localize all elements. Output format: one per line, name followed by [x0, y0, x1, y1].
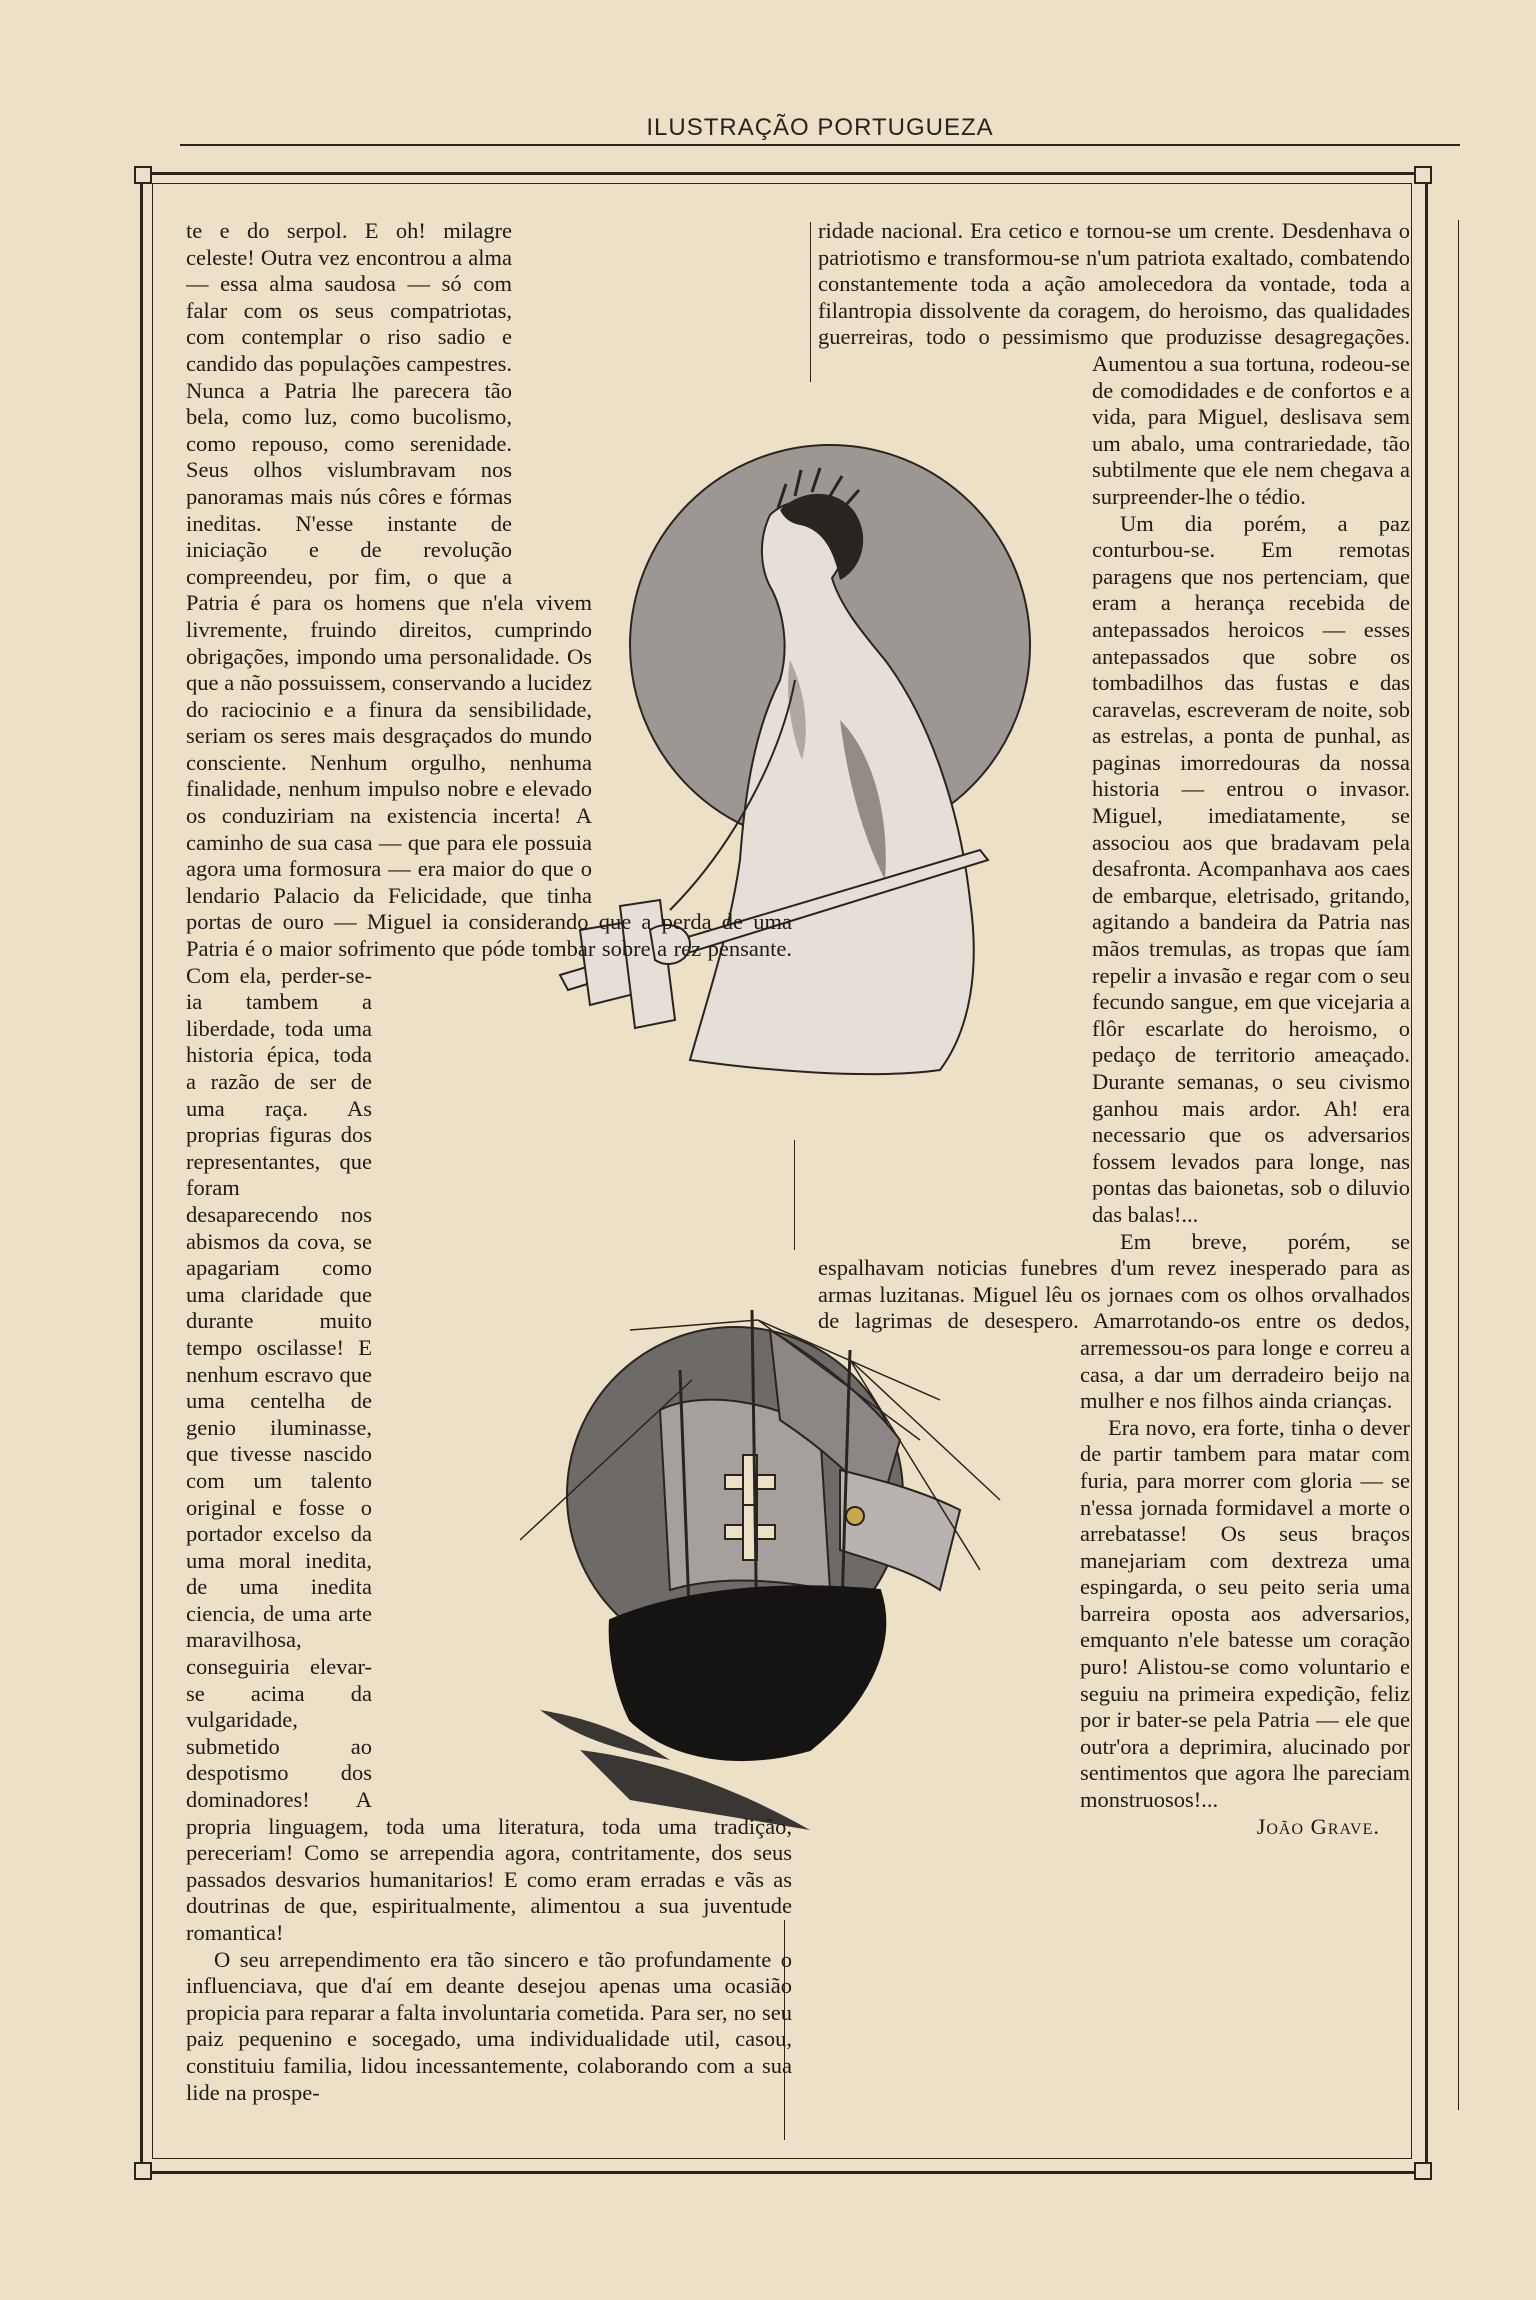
left-paragraph-2: O seu arrependimento era tão sincero e tão profundamente o influenciava, que d'aí em deante desejou apenas uma ocasião propicia para reparar a falta involuntaria cometida. Para ser, no seu paiz pequenino e socegado, uma individualidade util, casou, constituiu familia, lidou incessantemente, colaborando com a sua lide na prospe- [186, 1946, 792, 2105]
frame-corner-ornament [1414, 2162, 1432, 2180]
author-signature: João Grave. [1256, 1813, 1380, 1839]
frame-corner-ornament [1414, 166, 1432, 184]
column-divider [794, 1140, 795, 1250]
right-paragraph-1: ridade nacional. Era cetico e tornou-se um crente. Desdenhava o patriotismo e transformou-se n'um patriota exaltado, combatendo constantemente toda a ação amolecedora da vontade, toda a filantropia dissolvente da coragem, do heroismo, das qualidades guerreiras, todo o pessimismo que produzisse desagregações. Aumentou a sua tortuna, rodeou-se de comodidades e de confortos e a vida, para Miguel, deslisava sem um abalo, uma contrariedade, tão subtilmente que ele nem chegava a surpreender-lhe o tédio. [818, 218, 1410, 509]
float-spacer [592, 588, 792, 888]
column-divider [810, 222, 811, 382]
frame-side-rule [1458, 220, 1459, 2110]
float-spacer [372, 969, 792, 1799]
running-head: ILUSTRAÇÃO PORTUGUEZA [646, 114, 994, 141]
left-paragraph-1: te e do serpol. E oh! milagre celeste! Outra vez encontrou a alma — essa alma saudosa — só com falar com os seus compatriotas, com contemplar o riso sadio e candido das populações campestres. Nunca a Patria lhe parecera tão bela, como luz, como bucolismo, como repouso, como serenidade. Seus olhos vislumbravam nos panoramas mais nús côres e fórmas ineditas. N'esse instante de iniciação e de revolução compreendeu, por fim, o que a Patria é para os homens que n'ela vivem livremente, fruindo direitos, cumprindo obrigações, impondo uma personalidade. Os que a não possuissem, conservando a lucidez do raciocinio e a finura da sensibilidade, seriam os seres mais desgraçados do mundo consciente. Nenhum orgulho, nenhuma finalidade, nenhum impulso nobre e elevado os conduziriam na existencia incerta! A caminho de sua casa — que para ele possuia agora uma formosura — era maior do que o lendario Palacio da Felicidade, que tinha portas de ouro — Miguel ia considerando que a perda de uma Patria é o maior sofrimento que póde tombar sobre a rez pensante. Com ela, perder-se-ia tambem a liberdade, toda uma historia épica, toda a razão de ser de uma raça. As proprias figuras dos representantes, que foram desaparecendo nos abismos da cova, se apagariam como uma claridade que durante muito tempo oscilasse! E nenhum escravo que uma centelha de genio iluminasse, que tivesse nascido com um talento original e fosse o portador excelso da uma moral inedita, de uma inedita ciencia, de uma arte maravilhosa, conseguiria elevar-se acima da vulgaridade, submetido ao despotismo dos dominadores! A propria linguagem, toda uma literatura, toda uma tradição, pereceriam! Como se arrependia agora, contritamente, dos seus passados desvarios humanitarios! E como eram erradas e vãs as doutrinas de que, espiritualmente, alimentou a sua juventude romantica! [186, 218, 792, 1945]
header-rule [180, 144, 1460, 146]
right-paragraph-3: Em breve, porém, se espalhavam noticias funebres d'um revez inesperado para as armas luzitanas. Miguel lêu os jornaes com os olhos orvalhados de lagrimas de desespero. Amarrotando-os entre os dedos, arremessou-os para longe e correu a casa, a dar um derradeiro beijo na mulher e nos filhos ainda crianças. [818, 1228, 1410, 1414]
article-left-column [186, 218, 792, 2133]
float-spacer [512, 218, 792, 588]
frame-corner-ornament [134, 166, 152, 184]
right-paragraph-2: Um dia porém, a paz conturbou-se. Em remotas paragens que nos pertenciam, que eram a herança recebida de antepassados heroicos — esses antepassados que sobre os tombadilhos das fustas e das caravelas, escreveram de noite, sob as estrelas, a ponta de punhal, as paginas imorredouras da nossa historia — entrou o invasor. Miguel, imediatamente, se associou aos que bradavam pela desafronta. Acompanhava aos caes de embarque, eletrisado, gritando, agitando a bandeira da Patria nas mãos tremulas, as tropas que íam repelir a invasão e regar com o seu fecundo sangue, em que vicejaria a flôr escarlate do heroismo, o pedaço de territorio ameaçado. Durante semanas, o seu civismo ganhou mais ardor. Ah! era necessario que os adversarios fossem levados para longe, nas pontas das baionetas, sob o diluvio das balas!... [1092, 510, 1410, 1227]
float-spacer [818, 1348, 1080, 1988]
float-spacer [818, 368, 1092, 1248]
right-paragraph-4: Era novo, era forte, tinha o dever de partir tambem para matar com furia, para morrer com gloria — se n'essa jornada formidavel a morte o arrebatasse! Os seus braços manejariam com dextreza uma espingarda, o seu peito seria uma barreira oposta aos adversarios, emquanto n'ele batesse um coração puro! Alistou-se como voluntario e seguiu na primeira expedição, feliz por ir bater-se pela Patria — ele que outr'ora a deprimira, alucinado por sentimentos que agora lhe pareciam monstruosos!... [1080, 1414, 1410, 1813]
article-right-column [818, 218, 1410, 2138]
frame-corner-ornament [134, 2162, 152, 2180]
